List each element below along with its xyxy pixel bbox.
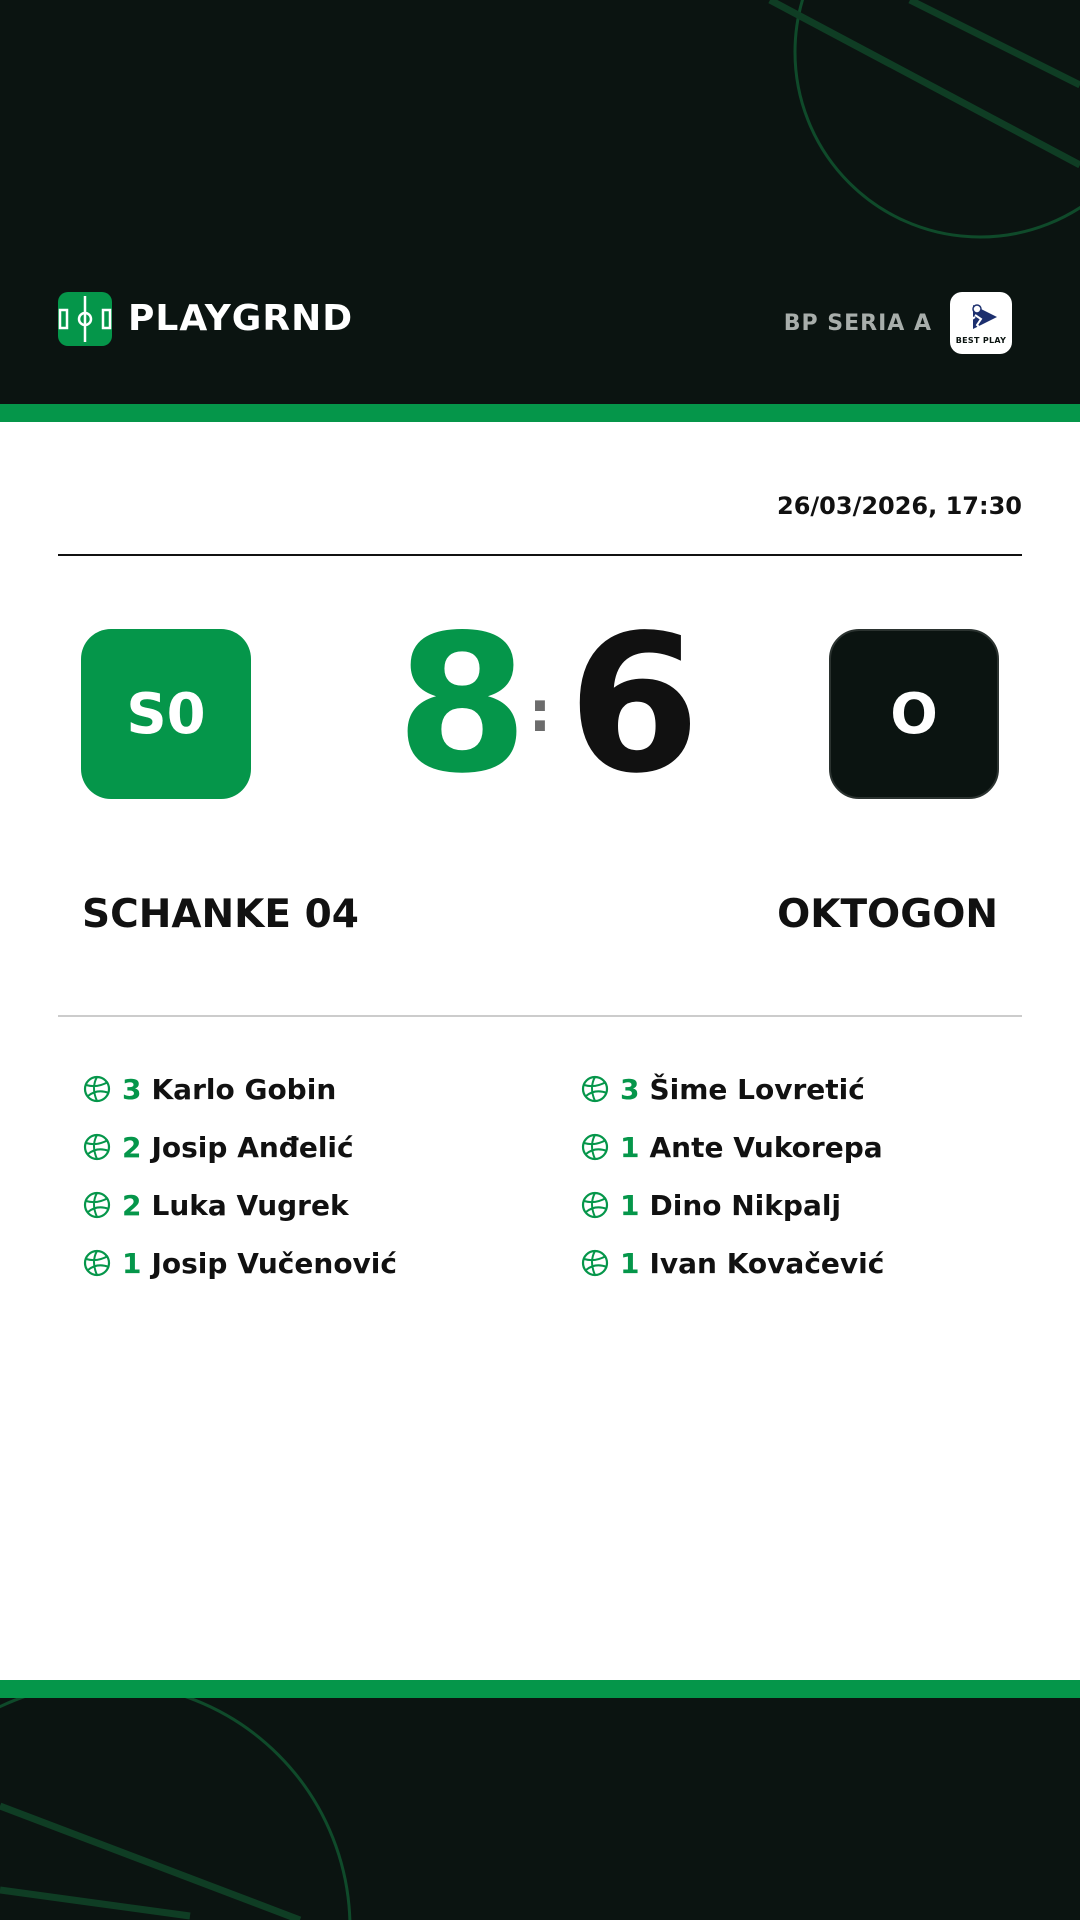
accent-band-bottom bbox=[0, 1680, 1080, 1698]
pitch-icon bbox=[58, 292, 112, 346]
home-score: 8 bbox=[396, 594, 529, 815]
accent-band-top bbox=[0, 404, 1080, 422]
scorer-row bbox=[580, 1176, 884, 1234]
scorer-row bbox=[580, 1118, 884, 1176]
away-scorers-list bbox=[580, 1060, 884, 1292]
away-score: 6 bbox=[568, 594, 701, 815]
scorer-name: Josip Anđelić bbox=[151, 1130, 354, 1164]
away-team-badge: O bbox=[829, 629, 999, 799]
volleyball-icon bbox=[580, 1132, 610, 1162]
scorer-row bbox=[580, 1234, 884, 1292]
scorer-goals: 3 bbox=[620, 1072, 640, 1106]
volleyball-icon bbox=[580, 1190, 610, 1220]
court-lines-decoration bbox=[0, 1698, 1080, 1920]
volleyball-icon bbox=[580, 1074, 610, 1104]
scorer-row bbox=[82, 1234, 397, 1292]
divider bbox=[58, 1015, 1022, 1017]
volleyball-icon bbox=[82, 1074, 112, 1104]
scorer-name: Luka Vugrek bbox=[151, 1188, 349, 1222]
league-logo-text: BEST PLAY bbox=[955, 336, 1007, 345]
header-section bbox=[0, 0, 1080, 404]
league-logo bbox=[950, 292, 1012, 354]
home-team-badge: S0 bbox=[81, 629, 251, 799]
scorer-row bbox=[82, 1060, 397, 1118]
volleyball-icon bbox=[580, 1248, 610, 1278]
volleyball-icon bbox=[82, 1248, 112, 1278]
scorer-name: Dino Nikpalj bbox=[649, 1188, 842, 1222]
scorer-goals: 2 bbox=[122, 1188, 142, 1222]
score-separator: : bbox=[528, 680, 552, 745]
divider bbox=[58, 554, 1022, 556]
scorer-goals: 1 bbox=[620, 1188, 640, 1222]
scorer-goals: 1 bbox=[620, 1246, 640, 1280]
match-datetime: 26/03/2026, 17:30 bbox=[777, 492, 1022, 520]
scorer-goals: 1 bbox=[122, 1246, 142, 1280]
brand bbox=[58, 292, 353, 346]
scorer-name: Josip Vučenović bbox=[151, 1246, 398, 1280]
scorer-name: Ante Vukorepa bbox=[649, 1130, 883, 1164]
league bbox=[784, 292, 1012, 354]
league-name: BP SERIA A bbox=[783, 310, 932, 336]
brand-name: PLAYGRND bbox=[128, 298, 354, 339]
volleyball-player-icon bbox=[961, 301, 1001, 335]
scorer-name: Ivan Kovačević bbox=[649, 1246, 885, 1280]
scorer-row bbox=[82, 1118, 397, 1176]
scorer-name: Šime Lovretić bbox=[649, 1072, 865, 1106]
scorer-goals: 2 bbox=[122, 1130, 142, 1164]
scorer-goals: 1 bbox=[620, 1130, 640, 1164]
footer-section bbox=[0, 1698, 1080, 1920]
scorer-row bbox=[82, 1176, 397, 1234]
volleyball-icon bbox=[82, 1132, 112, 1162]
home-team-name: SCHANKE 04 bbox=[82, 892, 359, 937]
away-team-name: OKTOGON bbox=[777, 892, 998, 937]
scorer-name: Karlo Gobin bbox=[151, 1072, 337, 1106]
volleyball-icon bbox=[82, 1190, 112, 1220]
home-scorers-list bbox=[82, 1060, 397, 1292]
scorer-row bbox=[580, 1060, 884, 1118]
scorer-goals: 3 bbox=[122, 1072, 142, 1106]
